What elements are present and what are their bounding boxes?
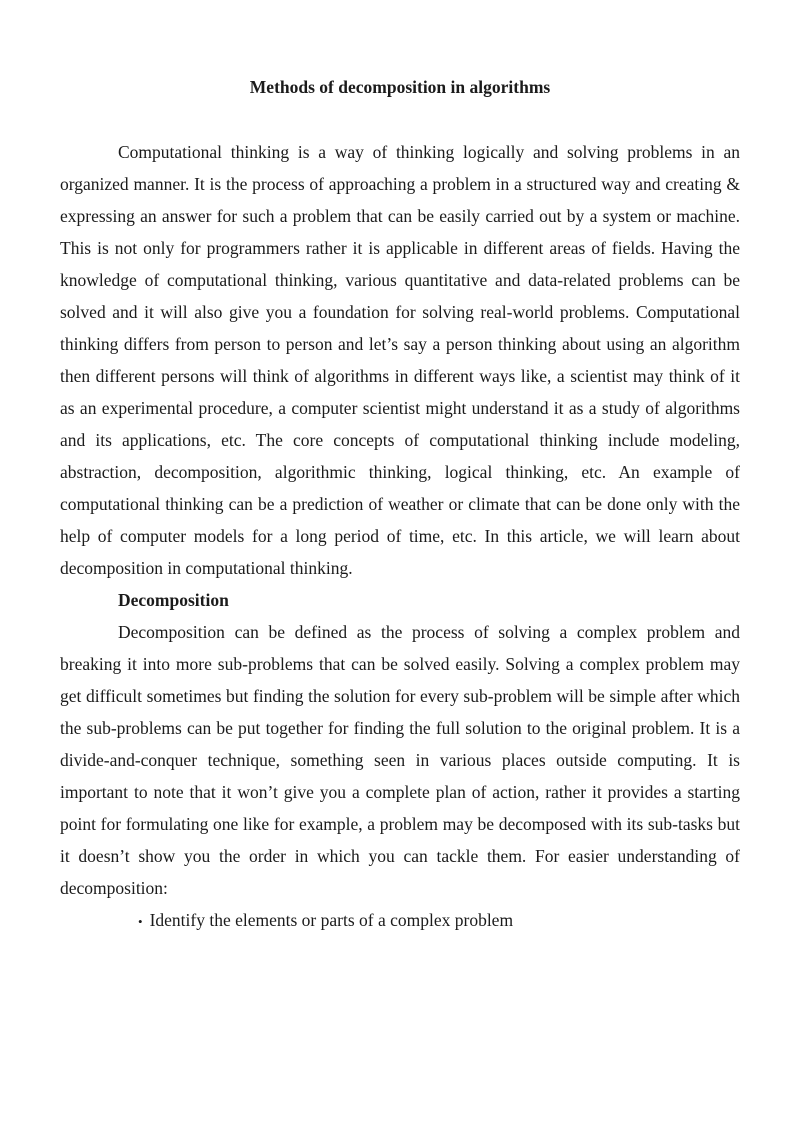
bullet-list-item: [60, 904, 740, 938]
bullet-icon: •: [138, 914, 143, 929]
intro-paragraph: Computational thinking is a way of thinking logically and solving problems in an organized manner. It is the process of approaching a problem in a structured way and creating & expressing an answer for such a problem that can be easily carried out by a system or machine. This is not only for programmers rather it is applicable in different areas of fields. Having the knowledge of computational thinking, various quantitative and data-related problems can be solved and it will also give you a foundation for solving real-world problems. Computational thinking differs from person to person and let’s say a person thinking about using an algorithm then different persons will think of algorithms in different ways like, a scientist may think of it as an experimental procedure, a computer scientist might understand it as a study of algorithms and its applications, etc. The core concepts of computational thinking include modeling, abstraction, decomposition, algorithmic thinking, logical thinking, etc. An example of computational thinking can be a prediction of weather or climate that can be done only with the help of computer models for a long period of time, etc. In this article, we will learn about decomposition in computational thinking.: [60, 142, 740, 578]
decomposition-paragraph: Decomposition can be defined as the process of solving a complex problem and breaking it into more sub-problems that can be solved easily. Solving a complex problem may get difficult sometimes but finding the solution for every sub-problem will be simple after which the sub-problems can be put together for finding the full solution to the original problem. It is a divide-and-conquer technique, something seen in various places outside computing. It is important to note that it won’t give you a complete plan of action, rather it provides a starting point for formulating one like for example, a problem may be decomposed with its sub-tasks but it doesn’t show you the order in which you can tackle them. For easier understanding of decomposition:: [60, 622, 740, 898]
document-title: Methods of decomposition in algorithms: [249, 77, 551, 97]
section-heading-decomposition: Decomposition: [118, 590, 229, 610]
bullet-item-text: Identify the elements or parts of a complex problem: [149, 910, 514, 930]
